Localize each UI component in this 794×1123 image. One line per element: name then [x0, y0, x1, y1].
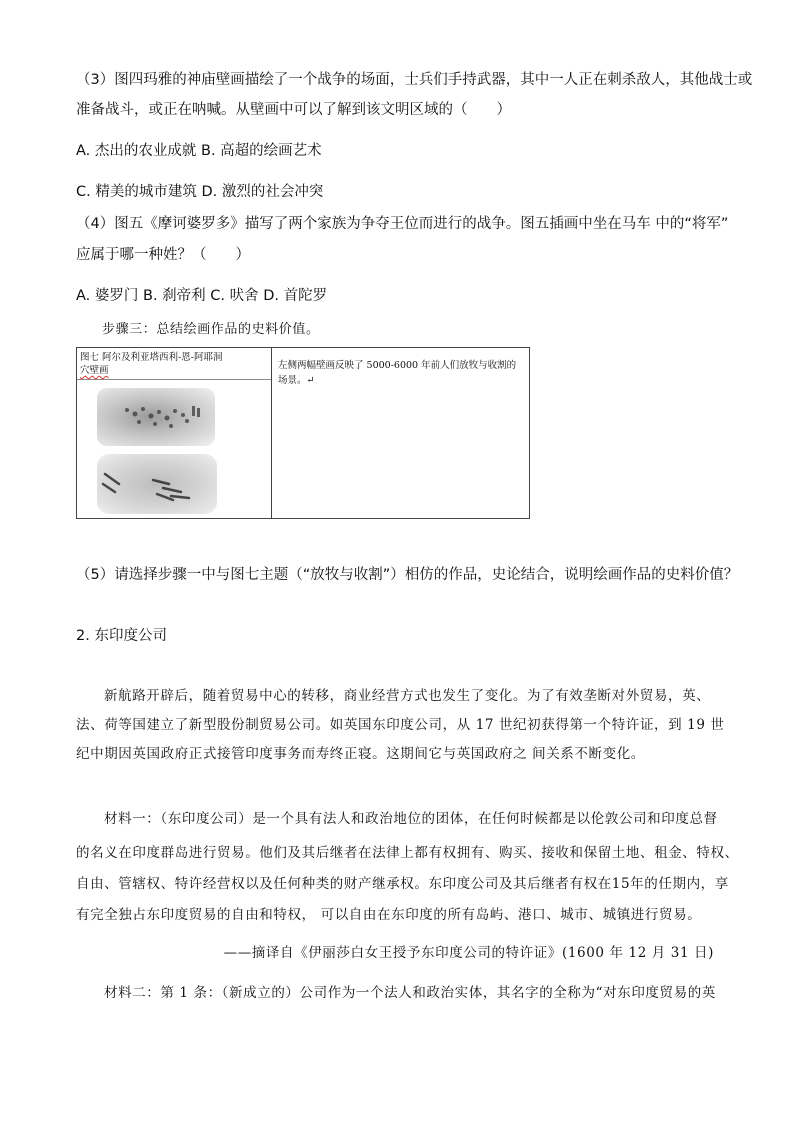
intro-line-2: 法、荷等国建立了新型股份制贸易公司。如英国东印度公司，从 17 世纪初获得第一个特许证，到 19 世	[76, 717, 725, 733]
q3-line-1: （3）图四玛雅的神庙壁画描绘了一个战争的场面，士兵们手持武器，其中一人正在刺杀敌人，其他战士或	[76, 72, 753, 88]
q3-line-2: 准备战斗，或正在呐喊。从壁画中可以了解到该文明区域的（ ）	[76, 102, 511, 118]
figure-7-description: 左侧两幅壁画反映了 5000-6000 年前人们放牧与收割的场景。↵	[278, 360, 517, 386]
table-caption-divider	[77, 379, 271, 380]
material-1-line-1: 材料一：（东印度公司）是一个具有法人和政治地位的团体，在任何时候都是以伦敦公司和印度总督	[104, 811, 718, 827]
rock-painting-harvest-image	[97, 454, 217, 514]
section-2-title: 2. 东印度公司	[76, 628, 167, 644]
material-2-line-1: 材料二：第 1 条：（新成立的）公司作为一个法人和政治实体，其名字的全称为“对东印度贸易的英	[104, 985, 716, 1001]
q3-options-cd: C. 精美的城市建筑 D. 激烈的社会冲突	[76, 184, 324, 200]
material-1-line-4: 有完全独占东印度贸易的自由和特权， 可以自由在东印度的所有岛屿、港口、城市、城镇进行贸易。	[76, 907, 702, 923]
q4-line-2: 应属于哪一种姓？（ ）	[76, 247, 250, 263]
table-column-divider	[271, 348, 272, 518]
q4-options: A. 婆罗门 B. 刹帝利 C. 吠舍 D. 首陀罗	[76, 288, 328, 304]
step-3-heading: 步骤三：总结绘画作品的史料价值。	[102, 322, 320, 337]
intro-line-3: 纪中期因英国政府正式接管印度事务而寿终正寝。这期间它与英国政府之 间关系不断变化。	[76, 746, 645, 762]
q3-options-ab: A. 杰出的农业成就 B. 高超的绘画艺术	[76, 143, 322, 159]
question-5: （5）请选择步骤一中与图七主题（“放牧与收割”）相仿的作品，史论结合，说明绘画作品的史料价值？	[76, 567, 739, 583]
figure-table	[76, 347, 530, 519]
figure-7-caption	[80, 351, 268, 377]
q4-line-1: （4）图五《摩诃婆罗多》描写了两个家族为争夺王位而进行的战争。图五插画中坐在马车 中的“将军”	[76, 216, 729, 232]
material-1-line-3: 自由、管辖权、特许经营权以及任何种类的财产继承权。东印度公司及其后继者有权在15年的任期内，享	[76, 876, 729, 892]
material-1-source: ——摘译自《伊丽莎白女王授予东印度公司的特许证》(1600 年 12 月 31 日)	[223, 945, 714, 961]
figure-7-caption-tail: 穴壁画	[80, 365, 109, 376]
figure-7-caption-main: 图七 阿尔及利亚塔西利-恩-阿耶洞	[80, 352, 223, 363]
rock-painting-herding-image	[97, 388, 215, 446]
intro-line-1: 新航路开辟后，随着贸易中心的转移，商业经营方式也发生了变化。为了有效垄断对外贸易，英、	[104, 688, 711, 704]
material-1-line-2: 的名义在印度群岛进行贸易。他们及其后继者在法律上都有权拥有、购买、接收和保留土地、租金、特权、	[76, 845, 739, 861]
